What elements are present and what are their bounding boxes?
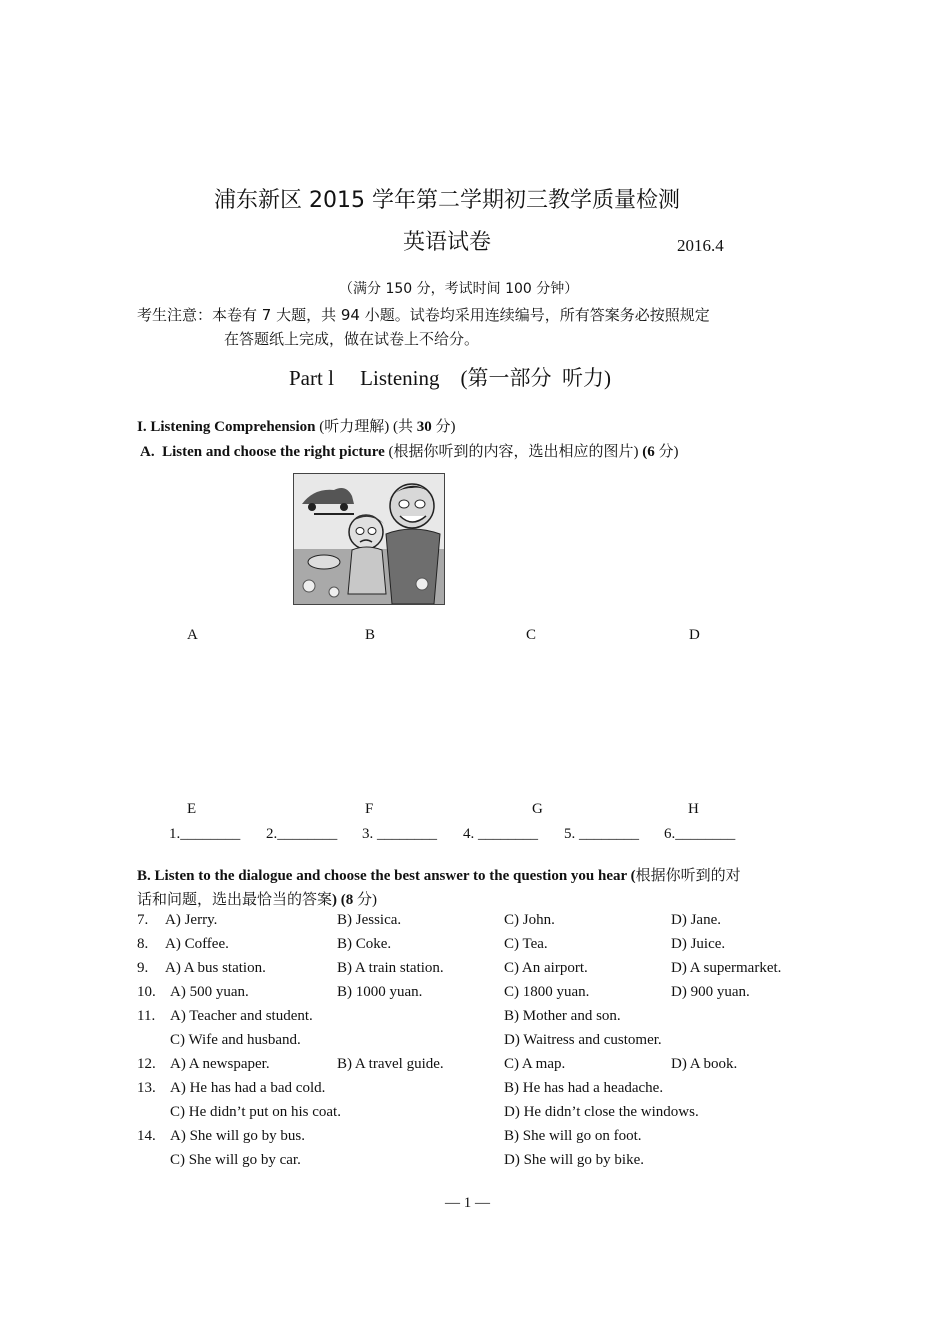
question-11-option-a[interactable]: A) Teacher and student. [170,1008,313,1024]
exam-date: 2016.4 [677,236,724,255]
picture-label-c: C [526,627,537,643]
question-13-option-b[interactable]: B) He has had a headache. [504,1080,664,1096]
section1-heading: I. Listening Comprehension (听力理解) (共 30 分) [137,419,456,435]
question-13-num: 13. [137,1080,156,1096]
question-12-option-d[interactable]: D) A book. [671,1056,738,1072]
notice-line2: 在答题纸上完成，做在试卷上不给分。 [224,330,480,348]
question-12-option-a[interactable]: A) A newspaper. [170,1056,270,1072]
cartoon-picture [293,473,445,605]
question-8-option-b[interactable]: B) Coke. [337,936,392,952]
question-14-option-b[interactable]: B) She will go on foot. [504,1128,642,1144]
question-13-option-d[interactable]: D) He didn’t close the windows. [504,1104,699,1120]
answer-blank-2[interactable]: 2.________ [266,826,338,842]
question-14-num: 14. [137,1128,156,1144]
question-13-option-c[interactable]: C) He didn’t put on his coat. [170,1104,341,1120]
sectionB-heading-line2: 话和问题，选出最恰当的答案) (8 分) [137,892,378,908]
sectionB-heading-line1: B. Listen to the dialogue and choose the best answer to the question you hear (根据你听到的对 [137,868,741,884]
question-9-option-b[interactable]: B) A train station. [337,960,444,976]
question-11-option-b[interactable]: B) Mother and son. [504,1008,621,1024]
picture-label-h: H [688,801,699,817]
part-title: Part l Listening (第一部分 听力) [289,366,611,390]
question-12-option-c[interactable]: C) A map. [504,1056,566,1072]
question-9-num: 9. [137,960,149,976]
question-8-option-c[interactable]: C) Tea. [504,936,548,952]
question-8-num: 8. [137,936,149,952]
question-11-option-c[interactable]: C) Wife and husband. [170,1032,301,1048]
question-12-num: 12. [137,1056,156,1072]
answer-blank-4[interactable]: 4. ________ [463,826,538,842]
answer-blank-3[interactable]: 3. ________ [362,826,437,842]
picture-label-d: D [689,627,700,643]
picture-label-f: F [365,801,374,817]
question-14-option-a[interactable]: A) She will go by bus. [170,1128,305,1144]
answer-blank-6[interactable]: 6.________ [664,826,736,842]
question-10-option-b[interactable]: B) 1000 yuan. [337,984,423,1000]
question-10-option-a[interactable]: A) 500 yuan. [170,984,249,1000]
question-11-option-d[interactable]: D) Waitress and customer. [504,1032,662,1048]
question-13-option-a[interactable]: A) He has had a bad cold. [170,1080,326,1096]
answer-blank-1[interactable]: 1.________ [169,826,241,842]
cartoon-illustration [294,474,444,604]
question-7-option-b[interactable]: B) Jessica. [337,912,402,928]
sectionA-heading: A. Listen and choose the right picture (根据你听到的内容，选出相应的图片) (6 分) [140,444,679,460]
question-14-option-d[interactable]: D) She will go by bike. [504,1152,644,1168]
question-10-num: 10. [137,984,156,1000]
picture-label-a: A [187,627,198,643]
question-12-option-b[interactable]: B) A travel guide. [337,1056,444,1072]
question-8-option-a[interactable]: A) Coffee. [165,936,229,952]
question-10-option-d[interactable]: D) 900 yuan. [671,984,750,1000]
question-9-option-a[interactable]: A) A bus station. [165,960,266,976]
exam-title-line1: 浦东新区 2015 学年第二学期初三教学质量检测 [214,188,680,213]
exam-title-line2: 英语试卷 [403,230,492,255]
picture-label-b: B [365,627,376,643]
picture-label-g: G [532,801,543,817]
picture-label-e: E [187,801,197,817]
score-note: （满分 150 分，考试时间 100 分钟） [339,281,579,297]
notice-line1: 考生注意：本卷有 7 大题，共 94 小题。试卷均采用连续编号，所有答案务必按照规定 [137,306,710,324]
question-7-num: 7. [137,912,149,928]
question-10-option-c[interactable]: C) 1800 yuan. [504,984,590,1000]
question-7-option-d[interactable]: D) Jane. [671,912,721,928]
question-8-option-d[interactable]: D) Juice. [671,936,726,952]
question-7-option-c[interactable]: C) John. [504,912,555,928]
question-9-option-d[interactable]: D) A supermarket. [671,960,782,976]
page-number: — 1 — [445,1195,490,1211]
question-11-num: 11. [137,1008,156,1024]
question-7-option-a[interactable]: A) Jerry. [165,912,218,928]
answer-blank-5[interactable]: 5. ________ [564,826,639,842]
question-9-option-c[interactable]: C) An airport. [504,960,588,976]
question-14-option-c[interactable]: C) She will go by car. [170,1152,301,1168]
